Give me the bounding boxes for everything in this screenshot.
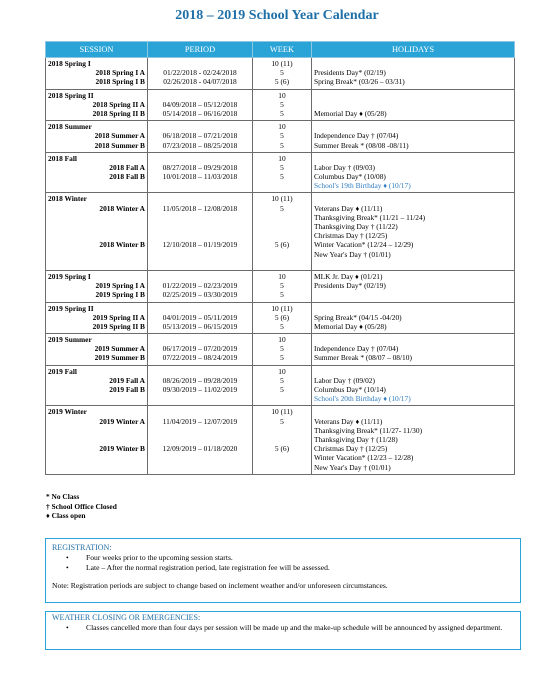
session-sub-name xyxy=(48,463,145,472)
period-dates: 09/30/2019 – 11/02/2019 xyxy=(162,385,238,394)
period-dates xyxy=(150,435,250,444)
period-dates: 05/14/2018 – 06/16/2018 xyxy=(162,108,238,118)
weather-box xyxy=(45,611,521,650)
holidays-cell xyxy=(312,365,515,406)
period-dates xyxy=(150,304,250,313)
session-sub-name: 2018 Winter A xyxy=(99,203,145,213)
week-cell xyxy=(253,121,312,153)
week-count: 5 xyxy=(280,375,284,385)
holiday-entry: Memorial Day ♦ (05/28) xyxy=(314,321,387,331)
session-cell xyxy=(46,302,148,334)
period-dates xyxy=(150,335,250,344)
week-cell xyxy=(253,334,312,366)
week-count xyxy=(255,453,309,462)
session-cell xyxy=(46,152,148,193)
week-count: 5 xyxy=(280,203,284,213)
week-count: 5 xyxy=(280,99,284,109)
table-row xyxy=(46,270,515,302)
session-sub-name: 2018 Summer B xyxy=(94,140,145,150)
page-title: 2018 – 2019 School Year Calendar xyxy=(175,8,379,23)
week-cell xyxy=(253,58,312,90)
period-dates xyxy=(150,407,250,416)
session-group-name: 2018 Summer xyxy=(48,122,92,132)
session-group-name: 2018 Fall xyxy=(48,153,77,163)
period-dates xyxy=(150,453,250,462)
period-dates: 06/17/2019 – 07/20/2019 xyxy=(162,344,238,354)
holidays-cell xyxy=(312,270,515,302)
week-count xyxy=(255,231,309,240)
legend-class-open: ♦ Class open xyxy=(46,511,86,520)
holiday-entry xyxy=(314,407,512,416)
legend xyxy=(46,492,117,521)
week-count: 5 xyxy=(280,68,284,78)
session-sub-name: 2019 Fall A xyxy=(109,375,145,385)
period-dates: 07/23/2018 – 08/25/2018 xyxy=(162,140,238,150)
period-dates: 02/25/2019 – 03/30/2019 xyxy=(162,290,238,300)
period-dates xyxy=(150,250,250,259)
holiday-entry: Christmas Day † (12/25) xyxy=(314,231,388,241)
session-sub-name: 2018 Fall B xyxy=(109,172,145,182)
table-row xyxy=(46,302,515,334)
week-cell xyxy=(253,406,312,474)
holiday-entry: Summer Break * (08/07 – 08/10) xyxy=(314,353,412,363)
week-count: 10 xyxy=(278,335,286,345)
period-cell xyxy=(148,406,253,474)
session-sub-name: 2018 Spring I A xyxy=(95,68,145,78)
period-dates xyxy=(150,194,250,203)
holidays-cell xyxy=(312,89,515,121)
session-sub-name xyxy=(48,250,145,259)
week-count: 10 xyxy=(278,366,286,376)
session-sub-name xyxy=(48,259,145,268)
registration-bullet: • Four weeks prior to the upcoming session starts. xyxy=(66,553,514,563)
week-count: 5 xyxy=(280,353,284,363)
session-cell xyxy=(46,89,148,121)
session-group-name: 2019 Spring I xyxy=(48,271,91,281)
holidays-cell xyxy=(312,302,515,334)
holiday-entry: Veterans Day ♦ (11/11) xyxy=(314,203,383,213)
holiday-entry xyxy=(314,304,512,313)
week-cell xyxy=(253,302,312,334)
period-dates xyxy=(150,122,250,131)
holiday-entry: MLK Jr. Day ♦ (01/21) xyxy=(314,271,383,281)
holiday-entry: Independence Day † (07/04) xyxy=(314,131,399,141)
holiday-entry xyxy=(314,154,512,163)
weather-heading: WEATHER CLOSING OR EMERGENCIES: xyxy=(52,613,201,622)
table-row xyxy=(46,406,515,474)
holiday-entry xyxy=(314,122,512,131)
week-count: 10 (11) xyxy=(271,59,293,68)
period-dates: 04/01/2019 – 05/11/2019 xyxy=(162,312,238,322)
session-group-name: 2019 Winter xyxy=(48,407,87,417)
week-count: 5 xyxy=(280,385,284,394)
session-sub-name xyxy=(48,453,145,462)
holiday-entry xyxy=(314,100,512,109)
holiday-entry: School's 20th Birthday ♦ (10/17) xyxy=(314,394,411,404)
header-holidays: HOLIDAYS xyxy=(312,42,515,58)
session-group-name: 2018 Winter xyxy=(48,194,87,204)
holiday-entry: Independence Day † (07/04) xyxy=(314,344,399,354)
holiday-entry xyxy=(314,59,512,68)
period-dates xyxy=(150,59,250,68)
holidays-cell xyxy=(312,334,515,366)
holiday-entry: Memorial Day ♦ (05/28) xyxy=(314,108,387,118)
period-dates: 01/22/2018 - 02/24/2018 xyxy=(163,68,237,78)
table-row xyxy=(46,365,515,406)
week-count: 5 xyxy=(280,321,284,331)
session-group-name: 2019 Spring II xyxy=(48,303,94,313)
session-cell xyxy=(46,365,148,406)
period-dates: 08/26/2019 – 09/28/2019 xyxy=(162,375,238,385)
week-count: 5 xyxy=(280,140,284,150)
holiday-entry: Winter Vacation* (12/24 – 12/29) xyxy=(314,240,414,250)
week-count: 5 (6) xyxy=(274,240,290,250)
holiday-entry: Columbus Day* (10/14) xyxy=(314,385,386,394)
week-count xyxy=(255,463,309,472)
session-sub-name: 2018 Spring I B xyxy=(95,77,145,87)
period-dates xyxy=(150,222,250,231)
period-cell xyxy=(148,152,253,193)
week-count: 10 (11) xyxy=(271,194,293,204)
period-cell xyxy=(148,58,253,90)
holidays-cell xyxy=(312,406,515,474)
week-count: 10 xyxy=(278,153,286,163)
period-dates: 02/26/2018 - 04/07/2018 xyxy=(163,77,237,87)
period-dates xyxy=(150,231,250,240)
holiday-entry: Columbus Day* (10/08) xyxy=(314,172,386,182)
holiday-entry: New Year's Day † (01/01) xyxy=(314,249,391,259)
legend-no-class: * No Class xyxy=(46,492,80,501)
period-dates: 06/18/2018 – 07/21/2018 xyxy=(162,131,238,141)
week-count xyxy=(255,222,309,231)
period-cell xyxy=(148,302,253,334)
period-dates xyxy=(150,426,250,435)
holiday-entry xyxy=(314,91,512,100)
period-dates: 12/10/2018 – 01/19/2019 xyxy=(162,240,238,250)
session-group-name: 2018 Spring II xyxy=(48,90,94,100)
session-sub-name xyxy=(48,435,145,444)
week-count: 5 xyxy=(280,172,284,182)
week-count: 5 (6) xyxy=(274,312,290,322)
period-cell xyxy=(148,334,253,366)
table-header-row xyxy=(46,42,515,58)
period-dates xyxy=(150,272,250,281)
session-sub-name: 2019 Winter A xyxy=(99,416,145,426)
holiday-entry: Thanksgiving Day † (11/28) xyxy=(314,434,398,444)
holiday-entry: Veterans Day ♦ (11/11) xyxy=(314,416,383,426)
holidays-cell xyxy=(312,193,515,271)
week-count: 5 xyxy=(280,131,284,141)
period-cell xyxy=(148,365,253,406)
period-dates xyxy=(150,367,250,376)
period-cell xyxy=(148,121,253,153)
period-cell xyxy=(148,270,253,302)
holiday-entry xyxy=(314,259,512,268)
week-cell xyxy=(253,270,312,302)
weather-list xyxy=(52,623,514,633)
period-cell xyxy=(148,89,253,121)
session-cell xyxy=(46,334,148,366)
week-count xyxy=(255,426,309,435)
week-count xyxy=(255,435,309,444)
week-count xyxy=(255,250,309,259)
week-count: 10 xyxy=(278,122,286,132)
session-sub-name: 2019 Spring I A xyxy=(95,281,145,291)
week-count: 5 xyxy=(280,416,284,426)
calendar-table xyxy=(45,41,515,475)
holiday-entry xyxy=(314,335,512,344)
registration-list xyxy=(52,553,514,573)
week-count xyxy=(255,213,309,222)
session-cell xyxy=(46,121,148,153)
period-dates: 05/13/2019 – 06/15/2019 xyxy=(162,321,238,331)
session-group-name: 2019 Summer xyxy=(48,335,92,345)
period-dates: 04/09/2018 – 05/12/2018 xyxy=(162,99,238,109)
week-cell xyxy=(253,89,312,121)
week-count: 10 xyxy=(278,271,286,281)
holiday-entry xyxy=(314,367,512,376)
table-row xyxy=(46,334,515,366)
period-dates: 11/05/2018 – 12/08/2018 xyxy=(162,203,238,213)
week-count: 5 xyxy=(280,162,284,172)
week-count: 5 (6) xyxy=(274,77,290,87)
period-dates: 11/04/2019 – 12/07/2019 xyxy=(162,416,238,426)
holiday-entry: Thanksgiving Break* (11/27- 11/30) xyxy=(314,425,423,435)
holiday-entry: Labor Day † (09/03) xyxy=(314,162,375,172)
holiday-entry: Thanksgiving Break* (11/21 – 11/24) xyxy=(314,212,426,222)
session-sub-name: 2018 Spring II B xyxy=(92,108,145,118)
session-sub-name xyxy=(48,213,145,222)
period-dates: 10/01/2018 – 11/03/2018 xyxy=(162,172,238,182)
table-row xyxy=(46,193,515,271)
weather-bullet: • Classes cancelled more than four days per session will be made up and the make-up schedule will be announced by assigned department. xyxy=(66,623,514,633)
table-row xyxy=(46,121,515,153)
holiday-entry: Presidents Day* (02/19) xyxy=(314,68,386,78)
session-sub-name: 2019 Spring I B xyxy=(95,290,145,300)
week-cell xyxy=(253,152,312,193)
session-group-name: 2018 Spring I xyxy=(48,59,91,68)
session-sub-name: 2019 Summer A xyxy=(94,344,145,354)
holiday-entry: Winter Vacation* (12/23 – 12/28) xyxy=(314,453,414,463)
holidays-cell xyxy=(312,152,515,193)
week-count: 5 xyxy=(280,281,284,291)
week-count: 5 xyxy=(280,108,284,118)
week-count: 10 (11) xyxy=(271,303,293,313)
period-dates: 01/22/2019 – 02/23/2019 xyxy=(162,281,238,291)
session-sub-name: 2019 Winter B xyxy=(99,444,145,454)
header-week: WEEK xyxy=(253,42,312,58)
week-count xyxy=(255,259,309,268)
holiday-entry: Labor Day † (09/02) xyxy=(314,375,375,385)
week-cell xyxy=(253,365,312,406)
legend-office-closed: † School Office Closed xyxy=(46,501,117,511)
session-sub-name: 2018 Winter B xyxy=(99,240,145,250)
registration-bullet: • Late – After the normal registration period, late registration fee will be assessed. xyxy=(66,563,514,573)
holidays-cell xyxy=(312,58,515,90)
holiday-entry: Thanksgiving Day † (11/22) xyxy=(314,222,398,231)
table-row xyxy=(46,89,515,121)
session-sub-name: 2018 Fall A xyxy=(109,162,145,172)
session-group-name: 2019 Fall xyxy=(48,366,77,376)
session-cell xyxy=(46,58,148,90)
header-session: SESSION xyxy=(46,42,148,58)
session-sub-name: 2018 Summer A xyxy=(94,131,145,141)
holidays-cell xyxy=(312,121,515,153)
period-dates xyxy=(150,463,250,472)
period-dates xyxy=(150,91,250,100)
week-count: 10 (11) xyxy=(271,407,293,417)
week-count: 5 xyxy=(280,290,284,300)
holiday-entry xyxy=(314,290,512,299)
registration-note: Note: Registration periods are subject to change based on inclement weather and/or unforeseen circumstances. xyxy=(52,581,388,590)
registration-heading: REGISTRATION: xyxy=(52,543,112,552)
session-sub-name xyxy=(48,222,145,231)
holiday-entry: Christmas Day † (12/25) xyxy=(314,444,388,454)
period-dates: 08/27/2018 – 09/29/2018 xyxy=(162,162,238,172)
holiday-entry: School's 19th Birthday ♦ (10/17) xyxy=(314,181,411,191)
session-cell xyxy=(46,270,148,302)
header-period: PERIOD xyxy=(148,42,253,58)
period-dates xyxy=(150,154,250,163)
session-sub-name: 2018 Spring II A xyxy=(92,99,145,109)
session-sub-name: 2019 Spring II B xyxy=(92,321,145,331)
holiday-entry: Presidents Day* (02/19) xyxy=(314,281,386,291)
holiday-entry xyxy=(314,194,512,203)
session-cell xyxy=(46,406,148,474)
week-count: 5 (6) xyxy=(274,444,290,454)
table-row xyxy=(46,152,515,193)
session-sub-name: 2019 Summer B xyxy=(94,353,145,363)
holiday-entry: Summer Break * (08/08 -08/11) xyxy=(314,140,409,150)
period-cell xyxy=(148,193,253,271)
week-count: 10 xyxy=(278,90,286,100)
period-dates: 07/22/2019 – 08/24/2019 xyxy=(162,353,238,363)
calendar-body xyxy=(46,58,515,475)
session-sub-name: 2019 Fall B xyxy=(109,385,145,394)
period-dates xyxy=(150,213,250,222)
table-row xyxy=(46,58,515,90)
session-sub-name xyxy=(48,231,145,240)
week-cell xyxy=(253,193,312,271)
holiday-entry: Spring Break* (04/15 -04/20) xyxy=(314,312,402,322)
session-cell xyxy=(46,193,148,271)
period-dates xyxy=(150,259,250,268)
session-sub-name xyxy=(48,426,145,435)
holiday-entry: Spring Break* (03/26 – 03/31) xyxy=(314,77,405,87)
holiday-entry: New Year's Day † (01/01) xyxy=(314,462,391,472)
session-sub-name: 2019 Spring II A xyxy=(92,312,145,322)
period-dates: 12/09/2019 – 01/18/2020 xyxy=(162,444,238,454)
registration-box xyxy=(45,538,521,603)
week-count: 5 xyxy=(280,344,284,354)
